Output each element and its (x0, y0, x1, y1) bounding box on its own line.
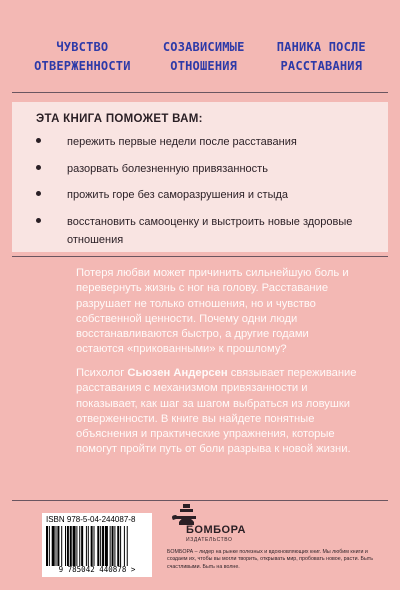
topic-line: ЧУВСТВО (56, 40, 109, 54)
publisher-tagline: БОМБОРА – лидер на рынке полезных и вдохновляющих книг. Мы любим книги и создаем их, чтобы вы могли творить, открывать мир, пробовать новое, расти. Быть счастливыми. Быть на волне. (167, 549, 373, 570)
barcode-bar (86, 526, 87, 566)
bullet-dot-icon (36, 218, 41, 223)
publisher-subtitle: ИЗДАТЕЛЬСТВО (186, 537, 233, 543)
middle-divider (12, 256, 388, 257)
barcode-bar (67, 526, 69, 566)
barcode-bar (112, 526, 114, 566)
topic-line: РАССТАВАНИЯ (280, 59, 363, 73)
barcode-bar (46, 526, 48, 566)
barcode-bar (65, 526, 66, 566)
top-divider (12, 92, 388, 93)
barcode-bar (127, 526, 128, 566)
barcode-bar (49, 526, 50, 566)
barcode-bar (61, 526, 62, 566)
benefits-heading: ЭТА КНИГА ПОМОЖЕТ ВАМ: (36, 113, 203, 125)
barcode-bar (81, 526, 83, 566)
barcode-bar (100, 526, 101, 566)
barcode-bar (120, 526, 121, 566)
barcode-bar (57, 526, 59, 566)
barcode-bar (117, 526, 119, 566)
benefits-list (36, 133, 376, 257)
barcode-bar (73, 526, 76, 566)
barcode-bar (124, 526, 125, 566)
list-item (36, 160, 376, 178)
barcode-bar (56, 526, 57, 566)
bullet-text: пережить первые недели после расставания (67, 136, 297, 148)
list-item (36, 133, 376, 151)
para-text: Психолог (76, 367, 128, 379)
topic-panic (277, 38, 366, 76)
barcode-bar (70, 526, 72, 566)
author-name: Сьюзен Андерсен (127, 367, 228, 379)
topic-rejection (34, 38, 131, 76)
barcode-bar (114, 526, 115, 566)
topic-line: ПАНИКА ПОСЛЕ (276, 40, 366, 54)
barcode-bar (105, 526, 108, 566)
barcode-bar (76, 526, 77, 566)
description-paragraph-2 (76, 366, 358, 458)
topic-line: СОЗАВИСИМЫЕ (162, 40, 245, 54)
barcode-bar (88, 526, 89, 566)
barcode-digits: 9 785042 440878 > (58, 565, 136, 574)
publisher-name: БОМБОРА (186, 524, 246, 536)
barcode-bar (91, 526, 93, 566)
isbn-label: ISBN 978-5-04-244087-8 (46, 515, 136, 524)
barcode-bar (94, 526, 95, 566)
list-item (36, 213, 376, 249)
topic-row (0, 38, 400, 76)
topic-line: ОТВЕРЖЕННОСТИ (34, 59, 131, 73)
barcode-bar (52, 526, 55, 566)
bullet-dot-icon (36, 165, 41, 170)
bullet-text: восстановить самооценку и выстроить новые здоровые отношения (67, 215, 353, 246)
barcode-bar (102, 526, 104, 566)
description-paragraph-1: Потеря любви может причинить сильнейшую боль и перевернуть жизнь с ног на голову. Расставание разрушает не только отношения, но и чувство собственной ценности. Почему одни люди восстанавливаются быстро, а другие годами остаются «прикованными» к прошлому? (76, 267, 349, 356)
barcode-bar (97, 526, 99, 566)
bullet-dot-icon (36, 191, 41, 196)
barcode (42, 513, 152, 577)
para-text: связывает переживание расставания с механизмом привязанности и показывает, как шаг за шагом выбраться из ловушки отверженности. В книге вы найдете понятные объяснения и практические упражнения, которые помогут пройти путь от боли разрыва к новой жизни. (76, 367, 357, 456)
list-item (36, 186, 376, 204)
barcode-bar (79, 526, 80, 566)
bullet-text: разорвать болезненную привязанность (67, 162, 268, 175)
topic-codependency (163, 38, 245, 76)
bullet-text: прожить горе без саморазрушения и стыда (67, 189, 289, 201)
barcode-bars (46, 526, 148, 566)
bullet-dot-icon (36, 138, 41, 143)
barcode-bar (110, 526, 111, 566)
topic-line: ОТНОШЕНИЯ (170, 59, 238, 73)
